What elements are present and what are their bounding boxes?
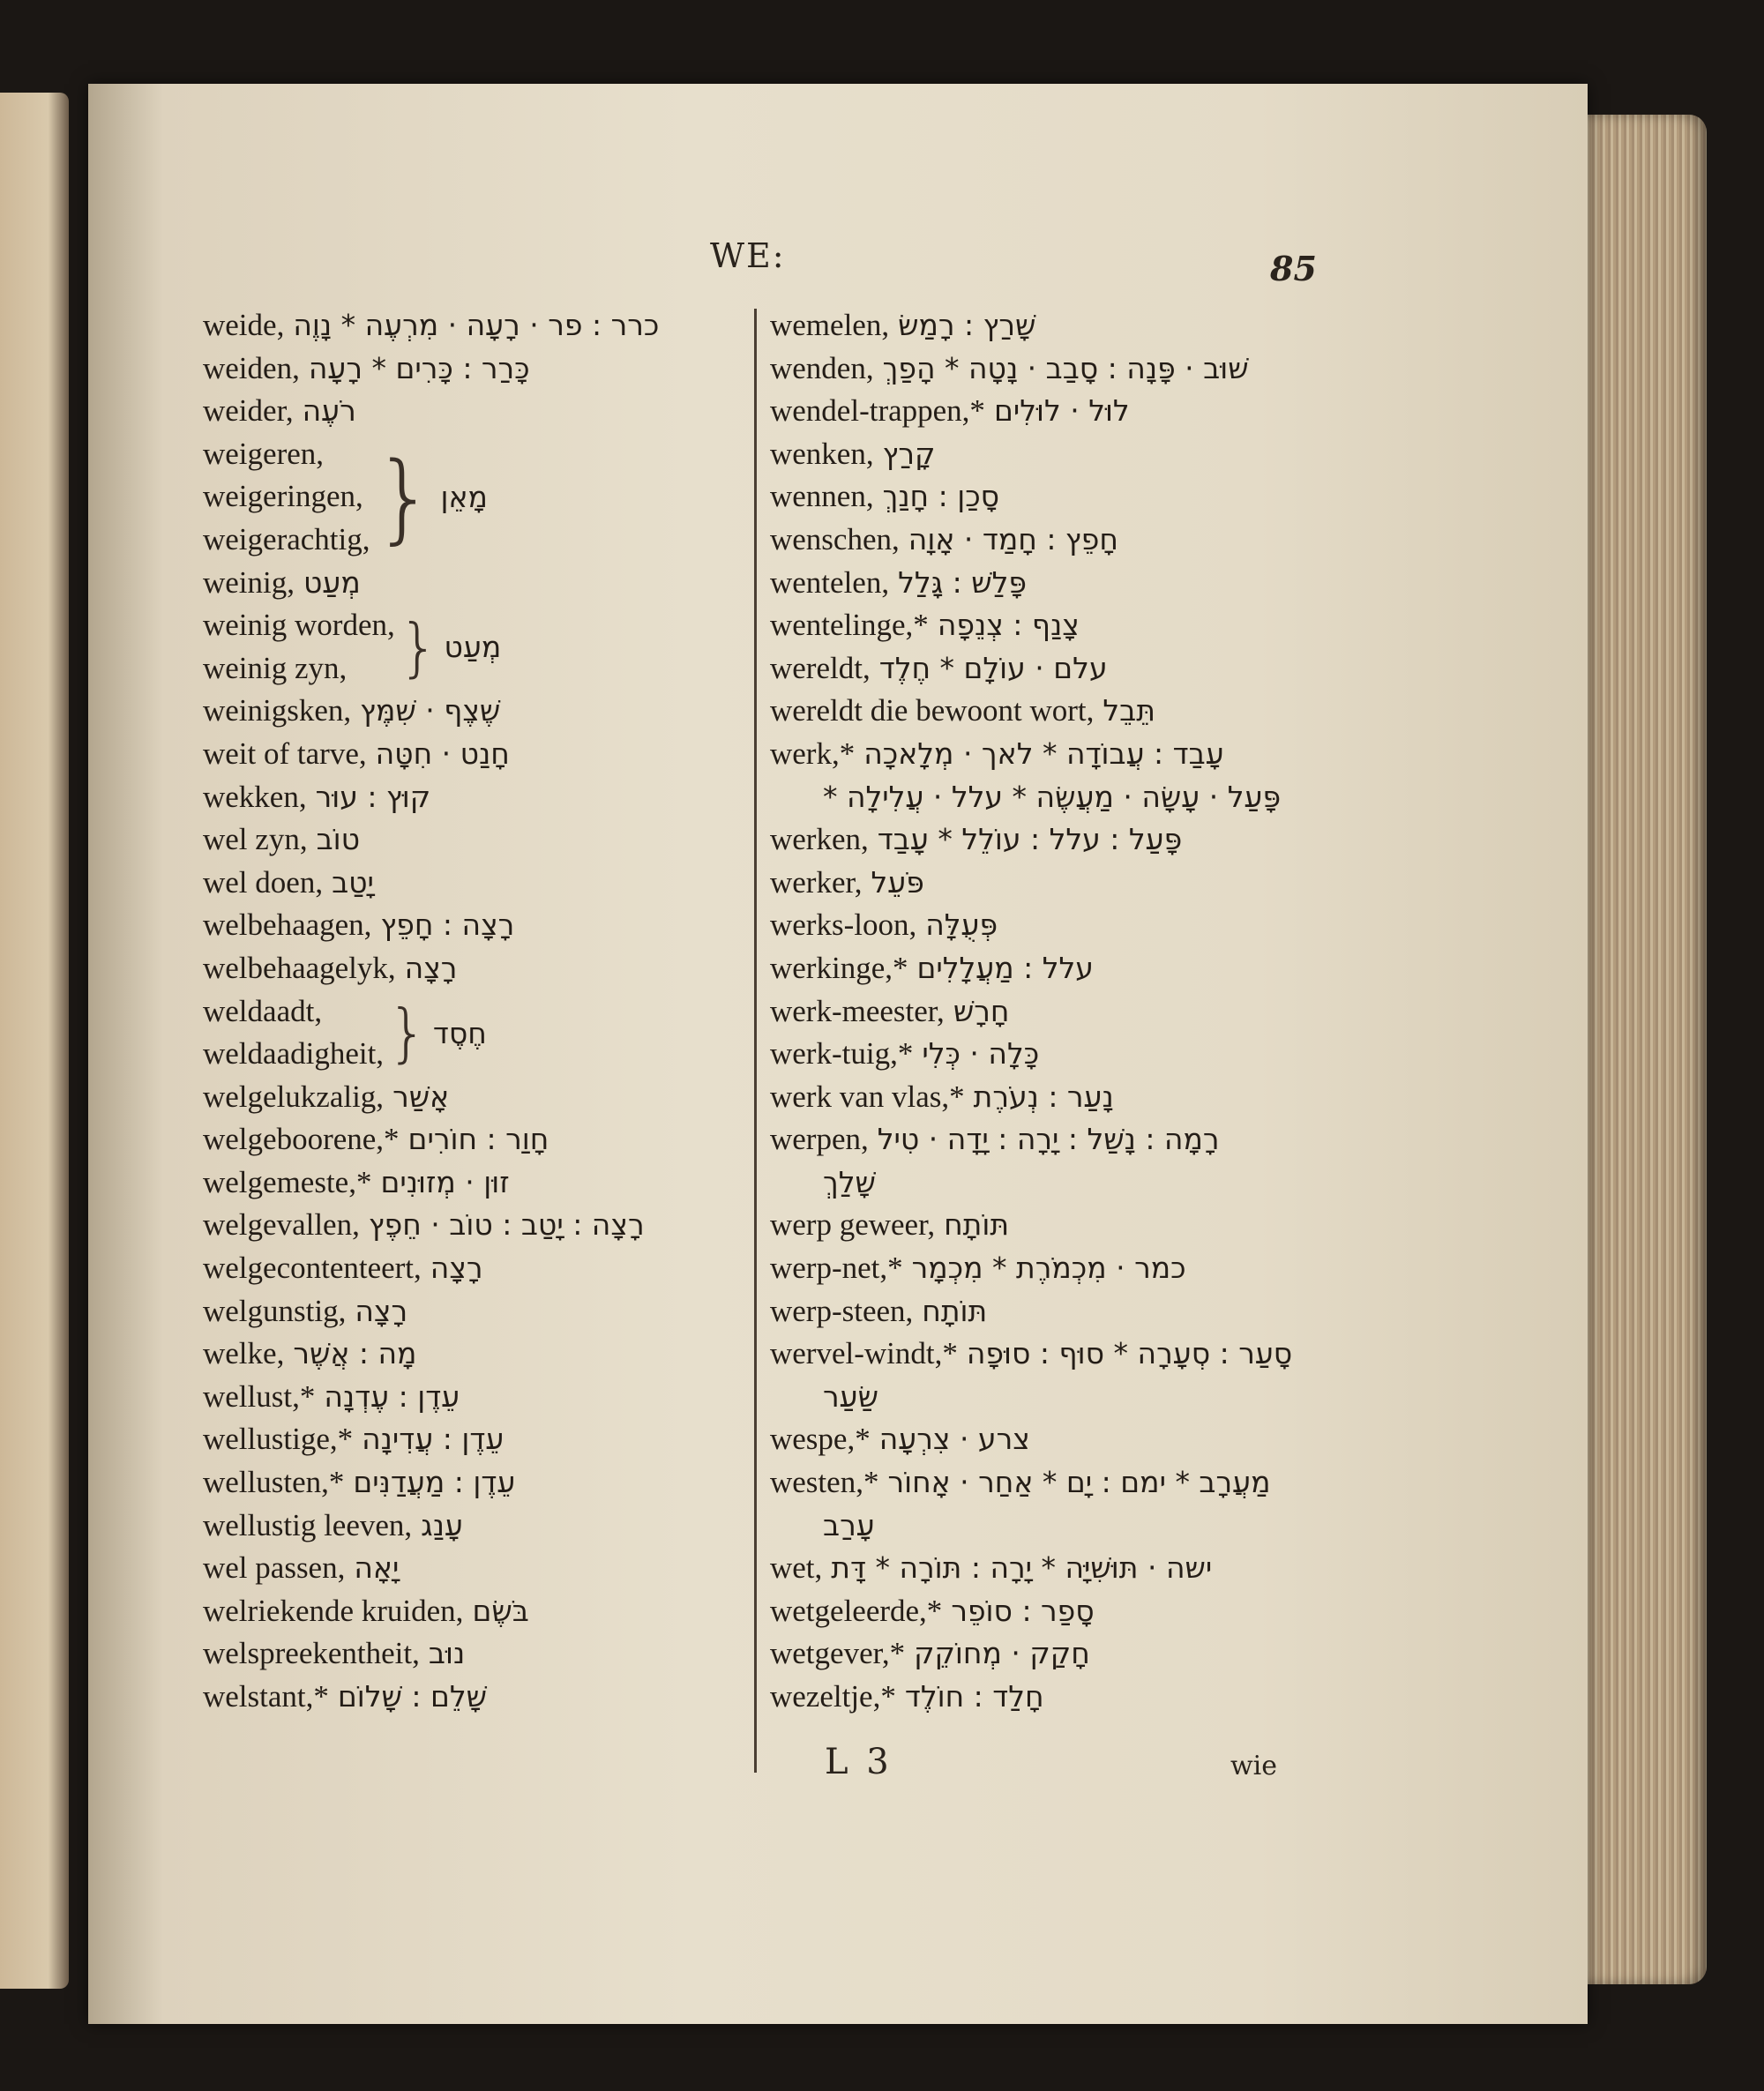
headword: werp-steen, (770, 1293, 914, 1328)
dictionary-entry (770, 519, 1352, 562)
headword: welke, (203, 1336, 285, 1371)
hebrew-translation: מְעַט (303, 564, 361, 600)
hebrew-translation: קוּץ : עוּר (315, 779, 431, 814)
signature-mark: L 3 (825, 1742, 893, 1782)
dictionary-entry (203, 862, 767, 905)
hebrew-translation: חָוַר : חוֹרִים (407, 1122, 549, 1157)
hebrew-translation: שַׂעַר (823, 1378, 878, 1414)
headword: wet, (770, 1550, 823, 1586)
headword: wetgeleerde,* (770, 1593, 943, 1628)
hebrew-translation: שָׁלַךְ (823, 1164, 876, 1199)
hebrew-translation: בֹּשֶׂם (472, 1593, 529, 1628)
headword: werkinge,* (770, 950, 908, 985)
hebrew-translation: יָאָה (354, 1550, 400, 1586)
hebrew-translation: כָּלָה · כְּלִי (922, 1036, 1040, 1072)
hebrew-translation: כרר : פר · רָעָה · מִרְעֶה * נָוֶה (293, 308, 660, 342)
group-headwords (203, 990, 384, 1076)
brace-mark: } (398, 609, 439, 684)
dictionary-entry (203, 1161, 767, 1205)
headword: wemelen, (770, 308, 890, 342)
headword: wenschen, (770, 521, 900, 556)
hebrew-translation: רָמָה : נָשַׁל : יָרָה : יָדָה · טִיל (877, 1122, 1220, 1157)
dictionary-entry (770, 1076, 1352, 1119)
dictionary-entry (203, 1376, 767, 1419)
headword: welgemeste,* (203, 1164, 372, 1199)
hebrew-translation: עלם · עוֹלָם * חֶלֶד (878, 650, 1108, 685)
headword: werk,* (770, 736, 856, 771)
entry-group (203, 990, 767, 1076)
hebrew-translation: סָעַר : סְעָרָה * סוּף : סוּפָה (966, 1336, 1293, 1371)
dictionary-entry (203, 1033, 384, 1076)
dictionary-entry (203, 562, 767, 605)
brace-mark: } (387, 996, 428, 1071)
hebrew-translation: נָעַר : נְעֹרֶת (973, 1079, 1114, 1114)
hebrew-translation: חָקַק · מְחוֹקֵק (914, 1636, 1090, 1671)
dictionary-entry (770, 647, 1352, 691)
headword: werk-tuig,* (770, 1036, 914, 1072)
hebrew-translation: תֵּבֵל (1102, 693, 1155, 728)
dictionary-entry (203, 1505, 767, 1548)
dictionary-entry (203, 947, 767, 990)
headword: wereldt die bewoont wort, (770, 693, 1095, 728)
headword: welbehaagen, (203, 907, 372, 943)
hebrew-translation: מַעֲרָב * ימם : יָם * אַחַר · אָחוֹר (887, 1465, 1271, 1500)
hebrew-translation: עָרַב (823, 1507, 875, 1542)
headword: wervel-windt,* (770, 1336, 958, 1371)
hebrew-translation: רָצָה (404, 950, 458, 985)
hebrew-translation: קָרַץ (882, 436, 936, 471)
dictionary-entry (203, 519, 370, 562)
dictionary-entry (770, 304, 1352, 347)
entry-group (203, 433, 767, 562)
headword: werk van vlas,* (770, 1079, 965, 1114)
dictionary-entry (770, 990, 1352, 1034)
hebrew-translation: חָרָשׁ (953, 993, 1010, 1028)
hebrew-translation: ישה · תּוּשִׁיָּה * יָרָה : תּוֹרָה * דָּת (831, 1550, 1213, 1586)
entry-group (203, 604, 767, 690)
catchword: wie (1230, 1751, 1278, 1781)
headword: werp-net,* (770, 1251, 903, 1286)
hebrew-translation: יָטַב (332, 864, 374, 900)
dictionary-entry (203, 1204, 767, 1247)
hebrew-translation: רָצָה : יָטַב : טוֹב · חֵפֶץ (368, 1207, 645, 1243)
dictionary-entry (770, 1247, 1352, 1290)
headword: weinigsken, (203, 693, 352, 728)
dictionary-entry (770, 1590, 1352, 1633)
hebrew-translation: זוּן · מְזוּנִים (380, 1164, 510, 1199)
hebrew-translation: פְּעֻלָּה (925, 907, 998, 943)
page-number: 85 (1270, 249, 1317, 288)
dictionary-entry (770, 947, 1352, 990)
dictionary-entry (203, 1118, 767, 1161)
dictionary-entry (770, 1118, 1352, 1161)
headword: werken, (770, 822, 869, 857)
hebrew-translation: כמר · מִכְמֹרֶת * מִכְמָר (911, 1251, 1186, 1286)
right-column (770, 304, 1352, 1719)
hebrew-translation: שָׁלֵם : שָׁלוֹם (337, 1679, 488, 1714)
headword: welgelukzalig, (203, 1079, 385, 1114)
headword: welgeboorene,* (203, 1122, 400, 1157)
hebrew-translation: רָצָה (430, 1251, 483, 1286)
dictionary-entry (203, 690, 767, 733)
dictionary-entry (770, 1033, 1352, 1076)
brace-mark: } (373, 440, 436, 554)
headword: wekken, (203, 779, 307, 814)
dictionary-entry (770, 1547, 1352, 1590)
hebrew-translation: מָה : אֲשֶׁר (293, 1336, 417, 1371)
entry-continuation (770, 1161, 1352, 1205)
dictionary-entry (203, 1461, 767, 1505)
hebrew-translation: תּוֹתָח (922, 1293, 988, 1328)
dictionary-entry (770, 690, 1352, 733)
dictionary-entry (770, 904, 1352, 947)
headword: werpen, (770, 1122, 869, 1157)
dictionary-entry (770, 1418, 1352, 1461)
hebrew-translation: פָּלַשׁ : גָּלַל (898, 564, 1028, 600)
dictionary-entry (203, 304, 767, 347)
hebrew-translation: רָצָה (355, 1293, 408, 1328)
hebrew-translation: חָנַט · חִטָּה (375, 736, 510, 771)
dictionary-entry (203, 818, 767, 862)
headword: wenden, (770, 350, 874, 385)
hebrew-translation: רָצָה : חָפֵץ (380, 907, 515, 943)
headword: weldaadt, (203, 993, 323, 1028)
dictionary-entry (770, 1676, 1352, 1719)
dictionary-entry (770, 562, 1352, 605)
hebrew-translation: פָּעַל · עָשָׂה · מַעֲשֶׂה * עלל · עֲלִילָה * (823, 779, 1282, 814)
hebrew-translation: שָׁרַץ : רָמַשׂ (898, 308, 1036, 342)
dictionary-entry (203, 433, 370, 476)
headword: werks-loon, (770, 907, 917, 943)
hebrew-translation: שֶׁצֶף · שִׁמֶּץ (360, 693, 501, 728)
dictionary-entry (770, 818, 1352, 862)
hebrew-translation: פָּעַל : עלל : עוֹלֵל * עָבַד (877, 822, 1183, 857)
headword: weider, (203, 393, 294, 429)
headword: weigerachtig, (203, 521, 370, 556)
left-column (203, 304, 767, 1719)
dictionary-entry (203, 647, 395, 691)
hebrew-translation: רֹעֶה (302, 393, 356, 429)
hebrew-translation: פֹּעֵל (871, 864, 924, 900)
headword: welbehaagelyk, (203, 950, 396, 985)
hebrew-translation: כָּרַר : כָּרִים * רָעָה (308, 350, 530, 385)
hebrew-translation: סָפַר : סוֹפֵר (951, 1593, 1095, 1628)
hebrew-translation: עֵדֶן : עֲדִינָה (362, 1422, 505, 1457)
entry-continuation (770, 1505, 1352, 1548)
dictionary-entry (203, 1076, 767, 1119)
headword: wennen, (770, 479, 874, 514)
headword: wellusten,* (203, 1465, 345, 1500)
headword: wespe,* (770, 1422, 871, 1457)
dictionary-entry (203, 347, 767, 391)
headword: weldaadigheit, (203, 1036, 385, 1072)
dictionary-entry (203, 475, 370, 519)
headword: welspreekentheit, (203, 1636, 420, 1671)
headword: wezeltje,* (770, 1679, 896, 1714)
headword: welgecontenteert, (203, 1251, 422, 1286)
dictionary-entry (770, 475, 1352, 519)
dictionary-entry (203, 776, 767, 819)
headword: wellust,* (203, 1378, 316, 1414)
headword: weigeringen, (203, 479, 363, 514)
column-divider (754, 309, 757, 1773)
dictionary-entry (203, 990, 384, 1034)
hebrew-translation: חָפֵץ : חָמַד · אָוָה (908, 521, 1118, 556)
hebrew-translation: חֶסֶד (432, 1015, 487, 1050)
headword: wetgever,* (770, 1636, 906, 1671)
facing-page-edge (0, 93, 69, 1989)
headword: weide, (203, 308, 285, 342)
hebrew-translation: צָנַף : צְנֵפָה (937, 608, 1080, 643)
entry-continuation (770, 1376, 1352, 1419)
hebrew-translation: נוּב (428, 1636, 466, 1671)
headword: wentelen, (770, 564, 890, 600)
hebrew-translation: שׁוּב · פָּנָה : סָבַב · נָטָה * הָפַךְ (882, 350, 1249, 385)
headword: welgevallen, (203, 1207, 360, 1243)
headword: werker, (770, 864, 863, 900)
dictionary-entry (770, 862, 1352, 905)
hebrew-translation: תּוֹתָח (944, 1207, 1010, 1243)
dictionary-entry (770, 1204, 1352, 1247)
group-headwords (203, 604, 395, 690)
dictionary-entry (203, 1290, 767, 1333)
group-headwords (203, 433, 370, 562)
dictionary-entry (770, 733, 1352, 776)
hebrew-translation: חָלַד : חוֹלֶד (904, 1679, 1044, 1714)
entry-continuation (770, 776, 1352, 819)
dictionary-entry (203, 1632, 767, 1676)
headword: westen,* (770, 1465, 879, 1500)
dictionary-entry (203, 904, 767, 947)
hebrew-translation: אָשַׁר (392, 1079, 450, 1114)
headword: weit of tarve, (203, 736, 367, 771)
dictionary-entry (203, 1547, 767, 1590)
headword: wel doen, (203, 864, 324, 900)
dictionary-entry (770, 1632, 1352, 1676)
headword: wel zyn, (203, 822, 308, 857)
dictionary-entry (203, 1333, 767, 1376)
hebrew-translation: עֵדֶן : מַעֲדַנִּים (353, 1465, 516, 1500)
hebrew-translation: טוֹב (316, 822, 361, 857)
dictionary-entry (203, 1418, 767, 1461)
hebrew-translation: עלל : מַעֲלָלִים (916, 950, 1094, 985)
dictionary-entry (770, 1461, 1352, 1505)
headword: weinig worden, (203, 608, 395, 643)
headword: weiden, (203, 350, 300, 385)
headword: weinig zyn, (203, 650, 348, 685)
dictionary-entry (770, 604, 1352, 647)
headword: werp geweer, (770, 1207, 936, 1243)
dictionary-entry (203, 604, 395, 647)
headword: welstant,* (203, 1679, 329, 1714)
hebrew-translation: סָכַן : חָנַךְ (882, 479, 1000, 514)
hebrew-translation: צרע · צִרְעָה (878, 1422, 1030, 1457)
headword: wentelinge,* (770, 608, 929, 643)
hebrew-translation: עָבַד : עֲבוֹדָה * לאך · מְלָאכָה (863, 736, 1224, 771)
hebrew-translation: עֵדֶן : עֶדְנָה (324, 1378, 460, 1414)
dictionary-entry (203, 1247, 767, 1290)
dictionary-entry (203, 733, 767, 776)
headword: welriekende kruiden, (203, 1593, 464, 1628)
headword: wenken, (770, 436, 874, 471)
headword: wendel-trappen,* (770, 393, 985, 429)
hebrew-translation: מְעַט (444, 630, 502, 665)
headword: wereldt, (770, 650, 871, 685)
hebrew-translation: עָנַג (421, 1507, 463, 1542)
headword: weigeren, (203, 436, 325, 471)
dictionary-entry (203, 1676, 767, 1719)
headword: welgunstig, (203, 1293, 347, 1328)
headword: wel passen, (203, 1550, 346, 1586)
headword: werk-meester, (770, 993, 945, 1028)
dictionary-entry (203, 1590, 767, 1633)
running-header: WE: (710, 236, 786, 275)
dictionary-entry (203, 390, 767, 433)
dictionary-entry (770, 433, 1352, 476)
dictionary-entry (770, 1333, 1352, 1376)
hebrew-translation: מָאֵן (440, 480, 488, 515)
hebrew-translation: לוּל · לוּלִים (993, 393, 1130, 429)
dictionary-entry (770, 390, 1352, 433)
headword: weinig, (203, 564, 295, 600)
dictionary-entry (770, 1290, 1352, 1333)
headword: wellustige,* (203, 1422, 354, 1457)
dictionary-entry (770, 347, 1352, 391)
headword: wellustig leeven, (203, 1507, 413, 1542)
